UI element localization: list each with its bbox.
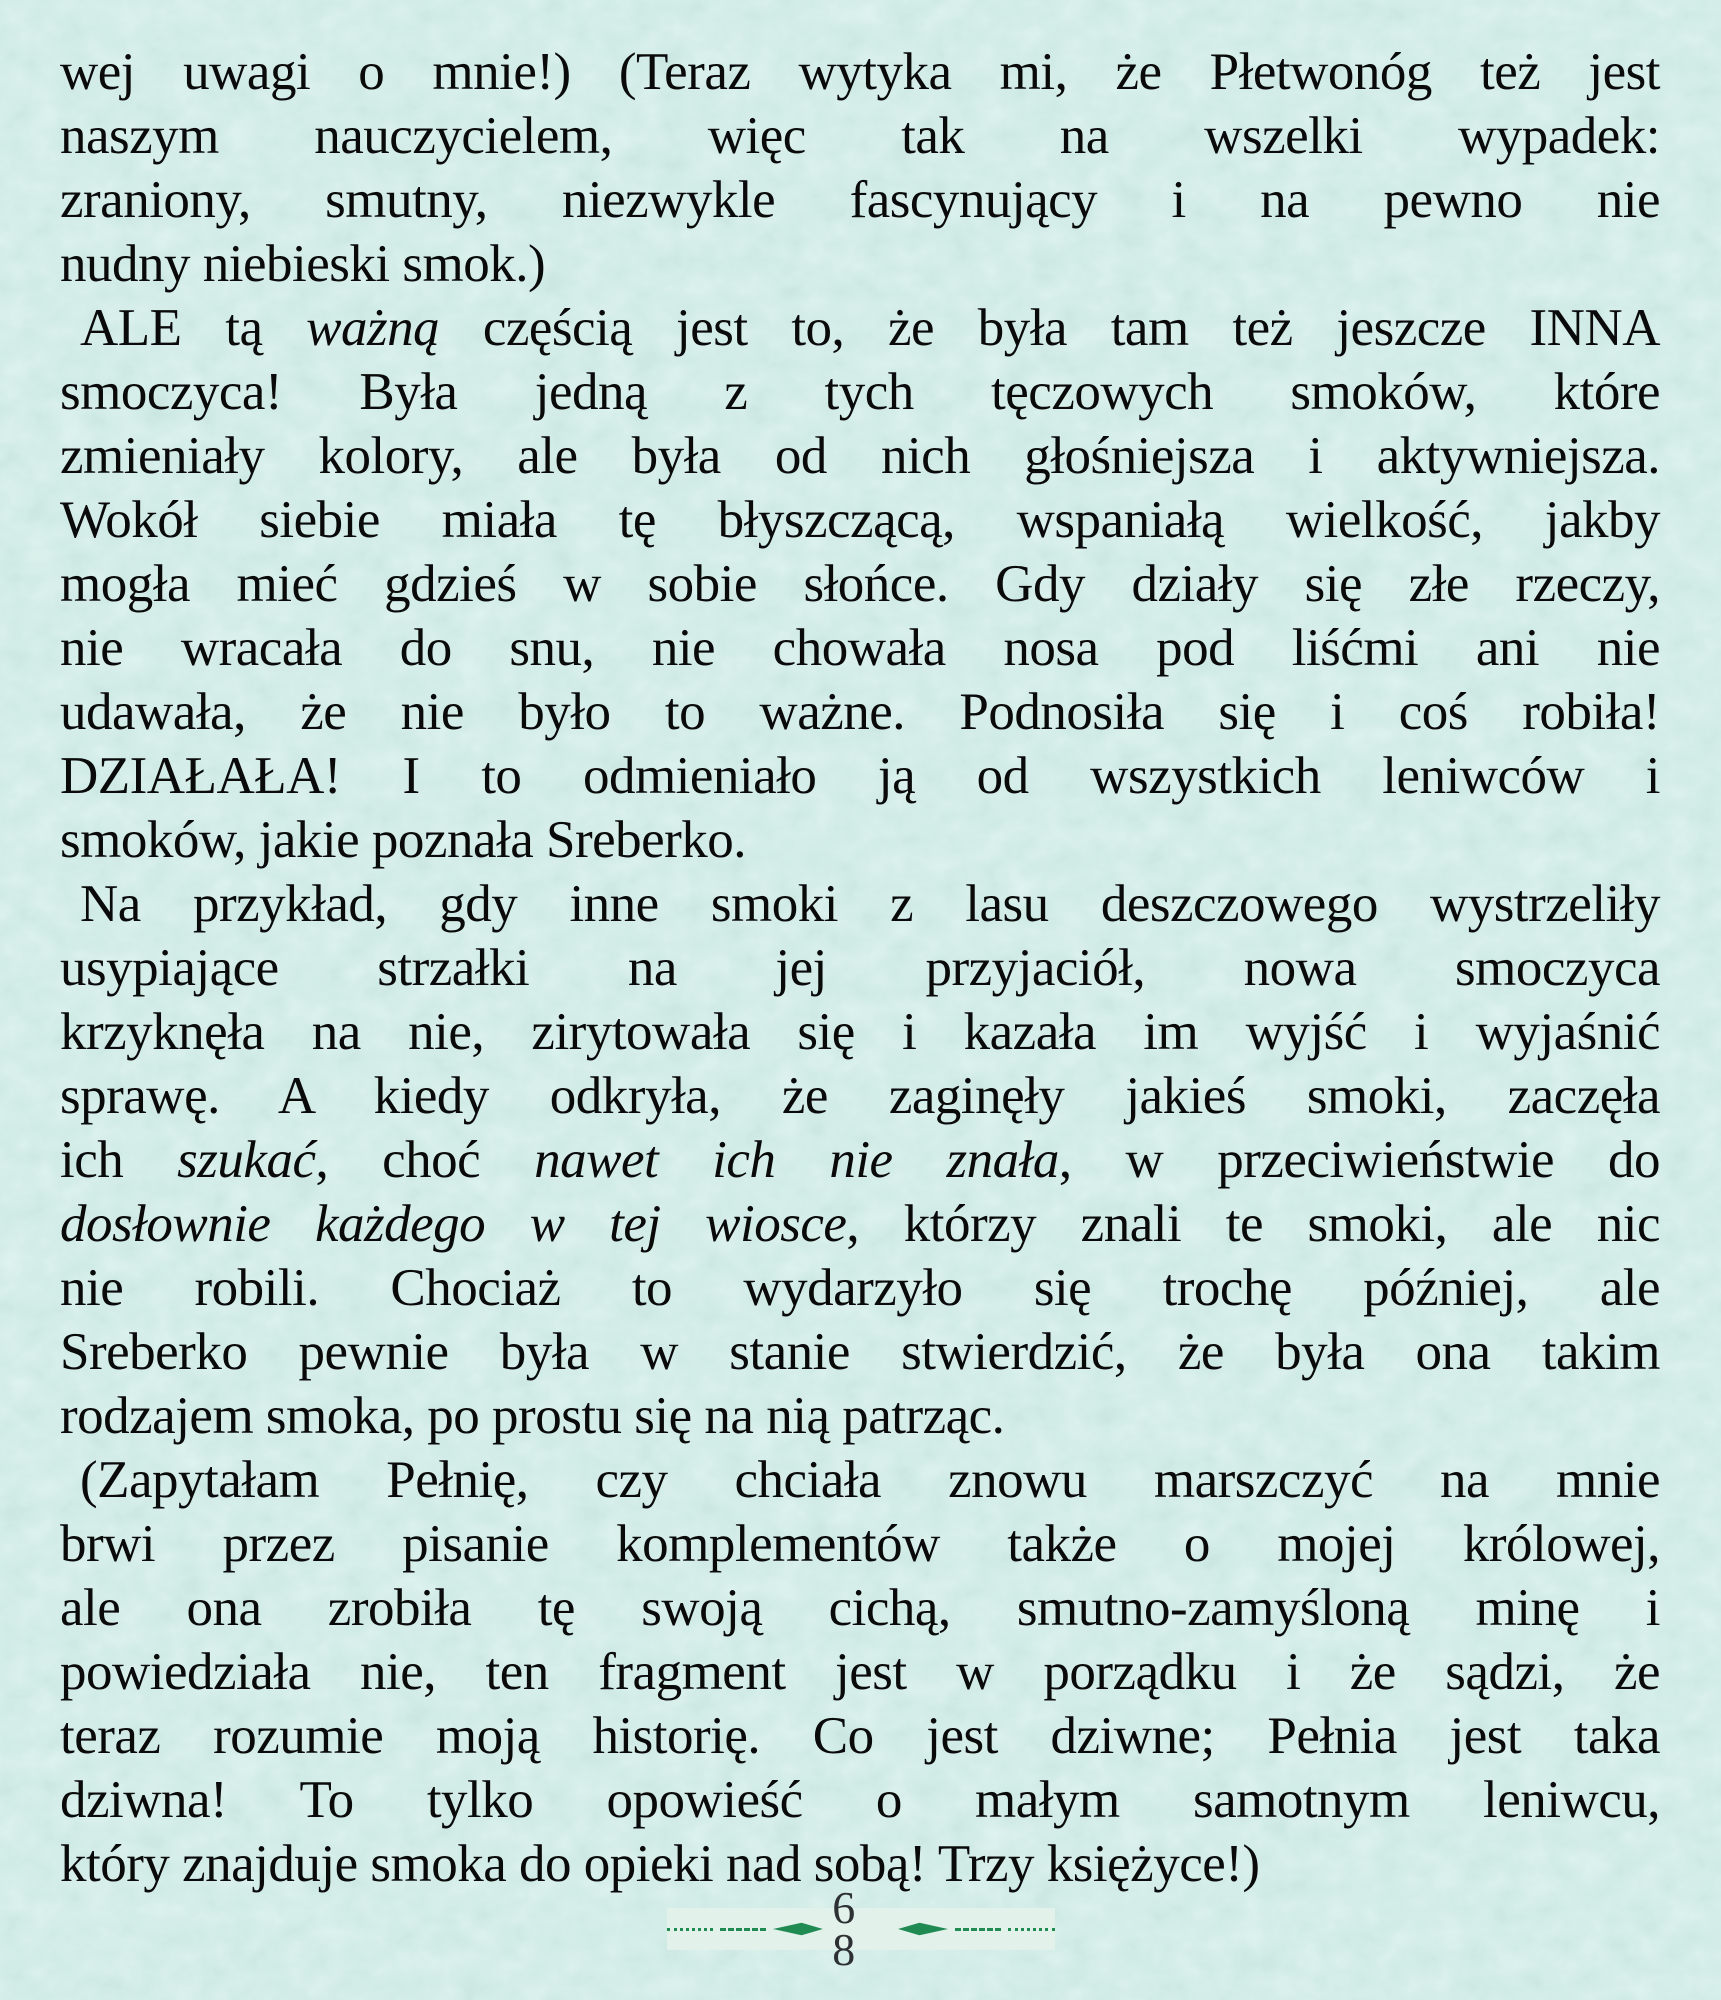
left-arrow-icon: [773, 1920, 823, 1938]
text-line: [60, 552, 1660, 616]
text-line: [60, 168, 1660, 232]
italic-text-segment: ważną: [306, 299, 440, 357]
text-line: [60, 232, 1660, 296]
text-segment: Wokół siebie miała tę błyszczącą, wspaniałą wielkość, jakby: [60, 491, 1660, 549]
text-segment: Sreberko pewnie była w stanie stwierdzić, że była ona takim: [60, 1323, 1660, 1381]
text-segment: powiedziała nie, ten fragment jest w porządku i że sądzi, że: [60, 1643, 1660, 1701]
text-line: [60, 1704, 1660, 1768]
text-segment: Na przykład, gdy inne smoki z lasu deszczowego wystrzeliły: [80, 875, 1660, 933]
text-line: [60, 936, 1660, 1000]
text-line: [60, 424, 1660, 488]
text-segment: teraz rozumie moją historię. Co jest dziwne; Pełnia jest taka: [60, 1707, 1660, 1765]
text-segment: częścią jest to, że była tam też jeszcze INNA: [439, 299, 1660, 357]
text-segment: brwi przez pisanie komplementów także o mojej królowej,: [60, 1515, 1660, 1573]
text-line: [60, 1768, 1660, 1832]
text-segment: rodzajem smoka, po prostu się na nią patrząc.: [60, 1387, 1005, 1445]
text-segment: , w przeciwieństwie do: [1058, 1131, 1660, 1189]
text-line: [60, 808, 1660, 872]
text-segment: który znajduje smoka do opieki nad sobą! Trzy księżyce!): [60, 1835, 1260, 1893]
text-segment: ich: [60, 1131, 178, 1189]
text-line: [60, 680, 1660, 744]
text-line: [60, 104, 1660, 168]
text-line: [60, 296, 1660, 360]
text-segment: smoczyca! Była jedną z tych tęczowych smoków, które: [60, 363, 1660, 421]
text-line: [60, 360, 1660, 424]
text-line: [60, 744, 1660, 808]
text-segment: zmieniały kolory, ale była od nich głośniejsza i aktywniejsza.: [60, 427, 1660, 485]
text-line: [60, 1064, 1660, 1128]
text-segment: udawała, że nie było to ważne. Podnosiła się i coś robiła!: [60, 683, 1660, 741]
page-number: 6 8: [832, 1882, 858, 1975]
text-line: [60, 616, 1660, 680]
italic-text-segment: szukać: [177, 1131, 316, 1189]
text-line: [60, 1000, 1660, 1064]
text-line: [60, 1448, 1660, 1512]
text-segment: usypiające strzałki na jej przyjaciół, nowa smoczyca: [60, 939, 1660, 997]
text-segment: nudny niebieski smok.): [60, 235, 546, 293]
right-arrow-icon: [898, 1920, 948, 1938]
text-segment: zraniony, smutny, niezwykle fascynujący i na pewno nie: [60, 171, 1660, 229]
text-segment: naszym nauczycielem, więc tak na wszelki wypadek:: [60, 107, 1660, 165]
text-line: [60, 1640, 1660, 1704]
text-segment: smoków, jakie poznała Sreberko.: [60, 811, 747, 869]
text-segment: , którzy znali te smoki, ale nic: [846, 1195, 1660, 1253]
text-line: [60, 488, 1660, 552]
text-segment: krzyknęła na nie, zirytowała się i kazała im wyjść i wyjaśnić: [60, 1003, 1660, 1061]
text-line: [60, 1192, 1660, 1256]
right-dotted-rule: [1008, 1928, 1054, 1931]
text-segment: DZIAŁAŁA! I to odmieniało ją od wszystkich leniwców i: [60, 747, 1660, 805]
text-segment: ale ona zrobiła tę swoją cichą, smutno-zamyśloną minę i: [60, 1579, 1660, 1637]
italic-text-segment: dosłownie każdego w tej wiosce: [60, 1195, 847, 1253]
text-segment: dziwna! To tylko opowieść o małym samotnym leniwcu,: [60, 1771, 1660, 1829]
text-line: [60, 1128, 1660, 1192]
text-line: [60, 40, 1660, 104]
left-dotted-rule: [667, 1928, 713, 1931]
page-number-ornament: [667, 1882, 1055, 1975]
page-footer: [0, 1882, 1721, 1975]
text-segment: , choć: [315, 1131, 535, 1189]
text-segment: nie robili. Chociaż to wydarzyło się trochę później, ale: [60, 1259, 1660, 1317]
italic-text-segment: nawet ich nie znała: [534, 1131, 1059, 1189]
text-line: [60, 1512, 1660, 1576]
text-segment: sprawę. A kiedy odkryła, że zaginęły jakieś smoki, zaczęła: [60, 1067, 1660, 1125]
text-line: [60, 1320, 1660, 1384]
text-line: [60, 872, 1660, 936]
text-line: [60, 1576, 1660, 1640]
text-segment: mogła mieć gdzieś w sobie słońce. Gdy działy się złe rzeczy,: [60, 555, 1660, 613]
text-segment: wej uwagi o mnie!) (Teraz wytyka mi, że Płetwonóg też jest: [60, 43, 1660, 101]
text-segment: ALE tą: [80, 299, 307, 357]
text-segment: nie wracała do snu, nie chowała nosa pod liśćmi ani nie: [60, 619, 1660, 677]
left-dashed-rule: [720, 1928, 766, 1931]
text-line: [60, 1384, 1660, 1448]
right-dashed-rule: [955, 1928, 1001, 1931]
text-segment: (Zapytałam Pełnię, czy chciała znowu marszczyć na mnie: [80, 1451, 1660, 1509]
text-line: [60, 1256, 1660, 1320]
